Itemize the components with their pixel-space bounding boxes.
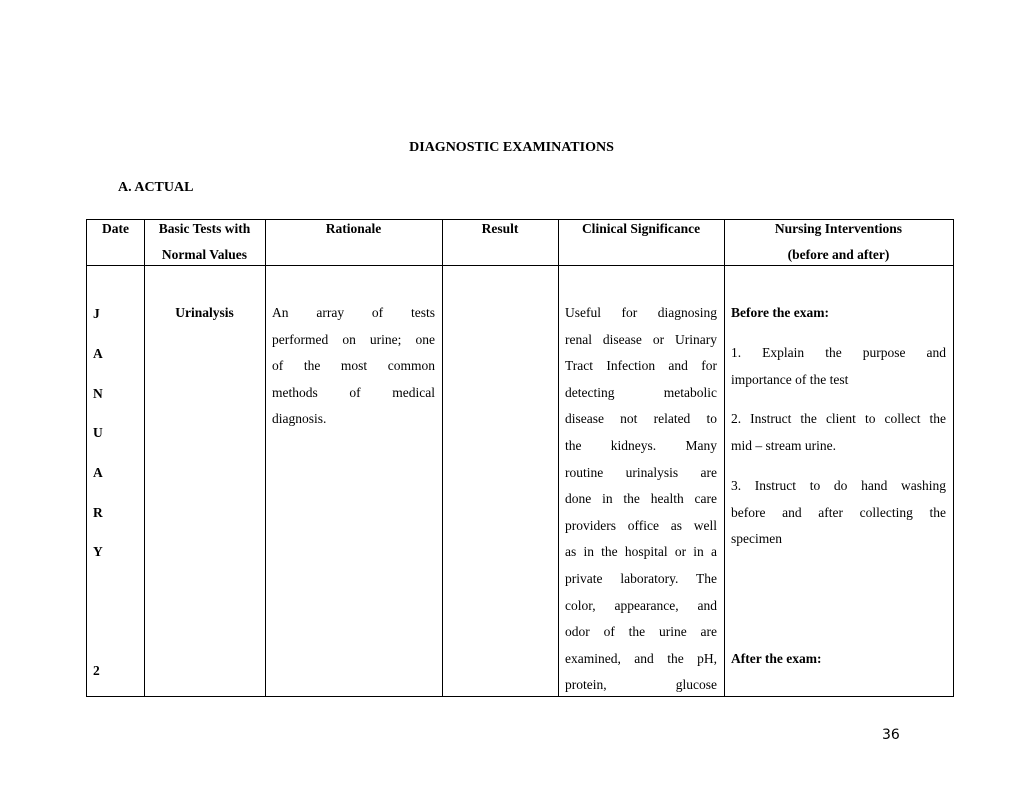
header-nursing-line1: Nursing Interventions (774, 221, 903, 236)
column-divider (558, 220, 559, 696)
rationale-line: An array of tests (272, 305, 435, 320)
clinical-line: providers office as well (565, 517, 717, 533)
test-name: Urinalysis (175, 305, 234, 320)
nursing-item-3-line3: specimen (731, 531, 782, 546)
before-exam-heading: Before the exam: (731, 305, 829, 320)
nursing-item-1-line1: 1. Explain the purpose and (731, 345, 946, 360)
rationale-line: methods of medical (272, 384, 435, 400)
clinical-line: color, appearance, and (565, 597, 717, 613)
clinical-line: the kidneys. Many (565, 437, 717, 453)
nursing-item-3-line2: before and after collecting the (731, 505, 946, 520)
clinical-line: Useful for diagnosing (565, 305, 717, 320)
header-tests-line2: Normal Values (161, 247, 248, 262)
rationale-line: diagnosis. (272, 411, 327, 427)
clinical-line: disease not related to (565, 411, 717, 427)
document-title: DIAGNOSTIC EXAMINATIONS (409, 140, 614, 155)
date-letter: N (93, 386, 103, 401)
clinical-line: private laboratory. The (565, 570, 717, 586)
column-divider (724, 220, 725, 696)
header-rationale: Rationale (325, 221, 382, 236)
date-letter: R (93, 505, 103, 520)
section-heading: A. ACTUAL (118, 180, 194, 195)
date-letter: A (93, 346, 103, 361)
date-letter: A (93, 465, 103, 480)
rationale-text (272, 300, 435, 433)
nursing-item-2-line1: 2. Instruct the client to collect the (731, 411, 946, 426)
date-letter: 2 (93, 663, 100, 678)
rationale-line: performed on urine; one (272, 331, 435, 347)
clinical-line: examined, and the pH, (565, 650, 717, 666)
nursing-item-3-line1: 3. Instruct to do hand washing (731, 478, 946, 493)
diagnostic-table (86, 219, 954, 697)
header-date: Date (102, 221, 129, 236)
clinical-line: renal disease or Urinary (565, 331, 717, 347)
after-exam-heading: After the exam: (731, 651, 822, 666)
page-number: 36 (882, 727, 900, 743)
clinical-line: as in the hospital or in a (565, 544, 717, 560)
nursing-item-2-line2: mid – stream urine. (731, 438, 836, 453)
clinical-line: detecting metabolic (565, 384, 717, 400)
date-letter: Y (93, 544, 103, 559)
clinical-significance-text (565, 300, 717, 699)
clinical-line: Tract Infection and for (565, 358, 717, 374)
date-letter: J (93, 306, 100, 321)
column-divider (265, 220, 266, 696)
date-letter: U (93, 425, 103, 440)
clinical-line: odor of the urine are (565, 624, 717, 640)
header-result: Result (481, 221, 519, 236)
header-tests-line1: Basic Tests with (158, 221, 251, 236)
header-nursing-line2: (before and after) (787, 247, 890, 262)
rationale-line: of the most common (272, 358, 435, 374)
clinical-line: protein, glucose (565, 677, 717, 693)
nursing-item-1-line2: importance of the test (731, 372, 849, 387)
column-divider (144, 220, 145, 696)
column-divider (442, 220, 443, 696)
header-clinical-significance: Clinical Significance (581, 221, 701, 236)
clinical-line: done in the health care (565, 491, 717, 507)
clinical-line: routine urinalysis are (565, 464, 717, 480)
